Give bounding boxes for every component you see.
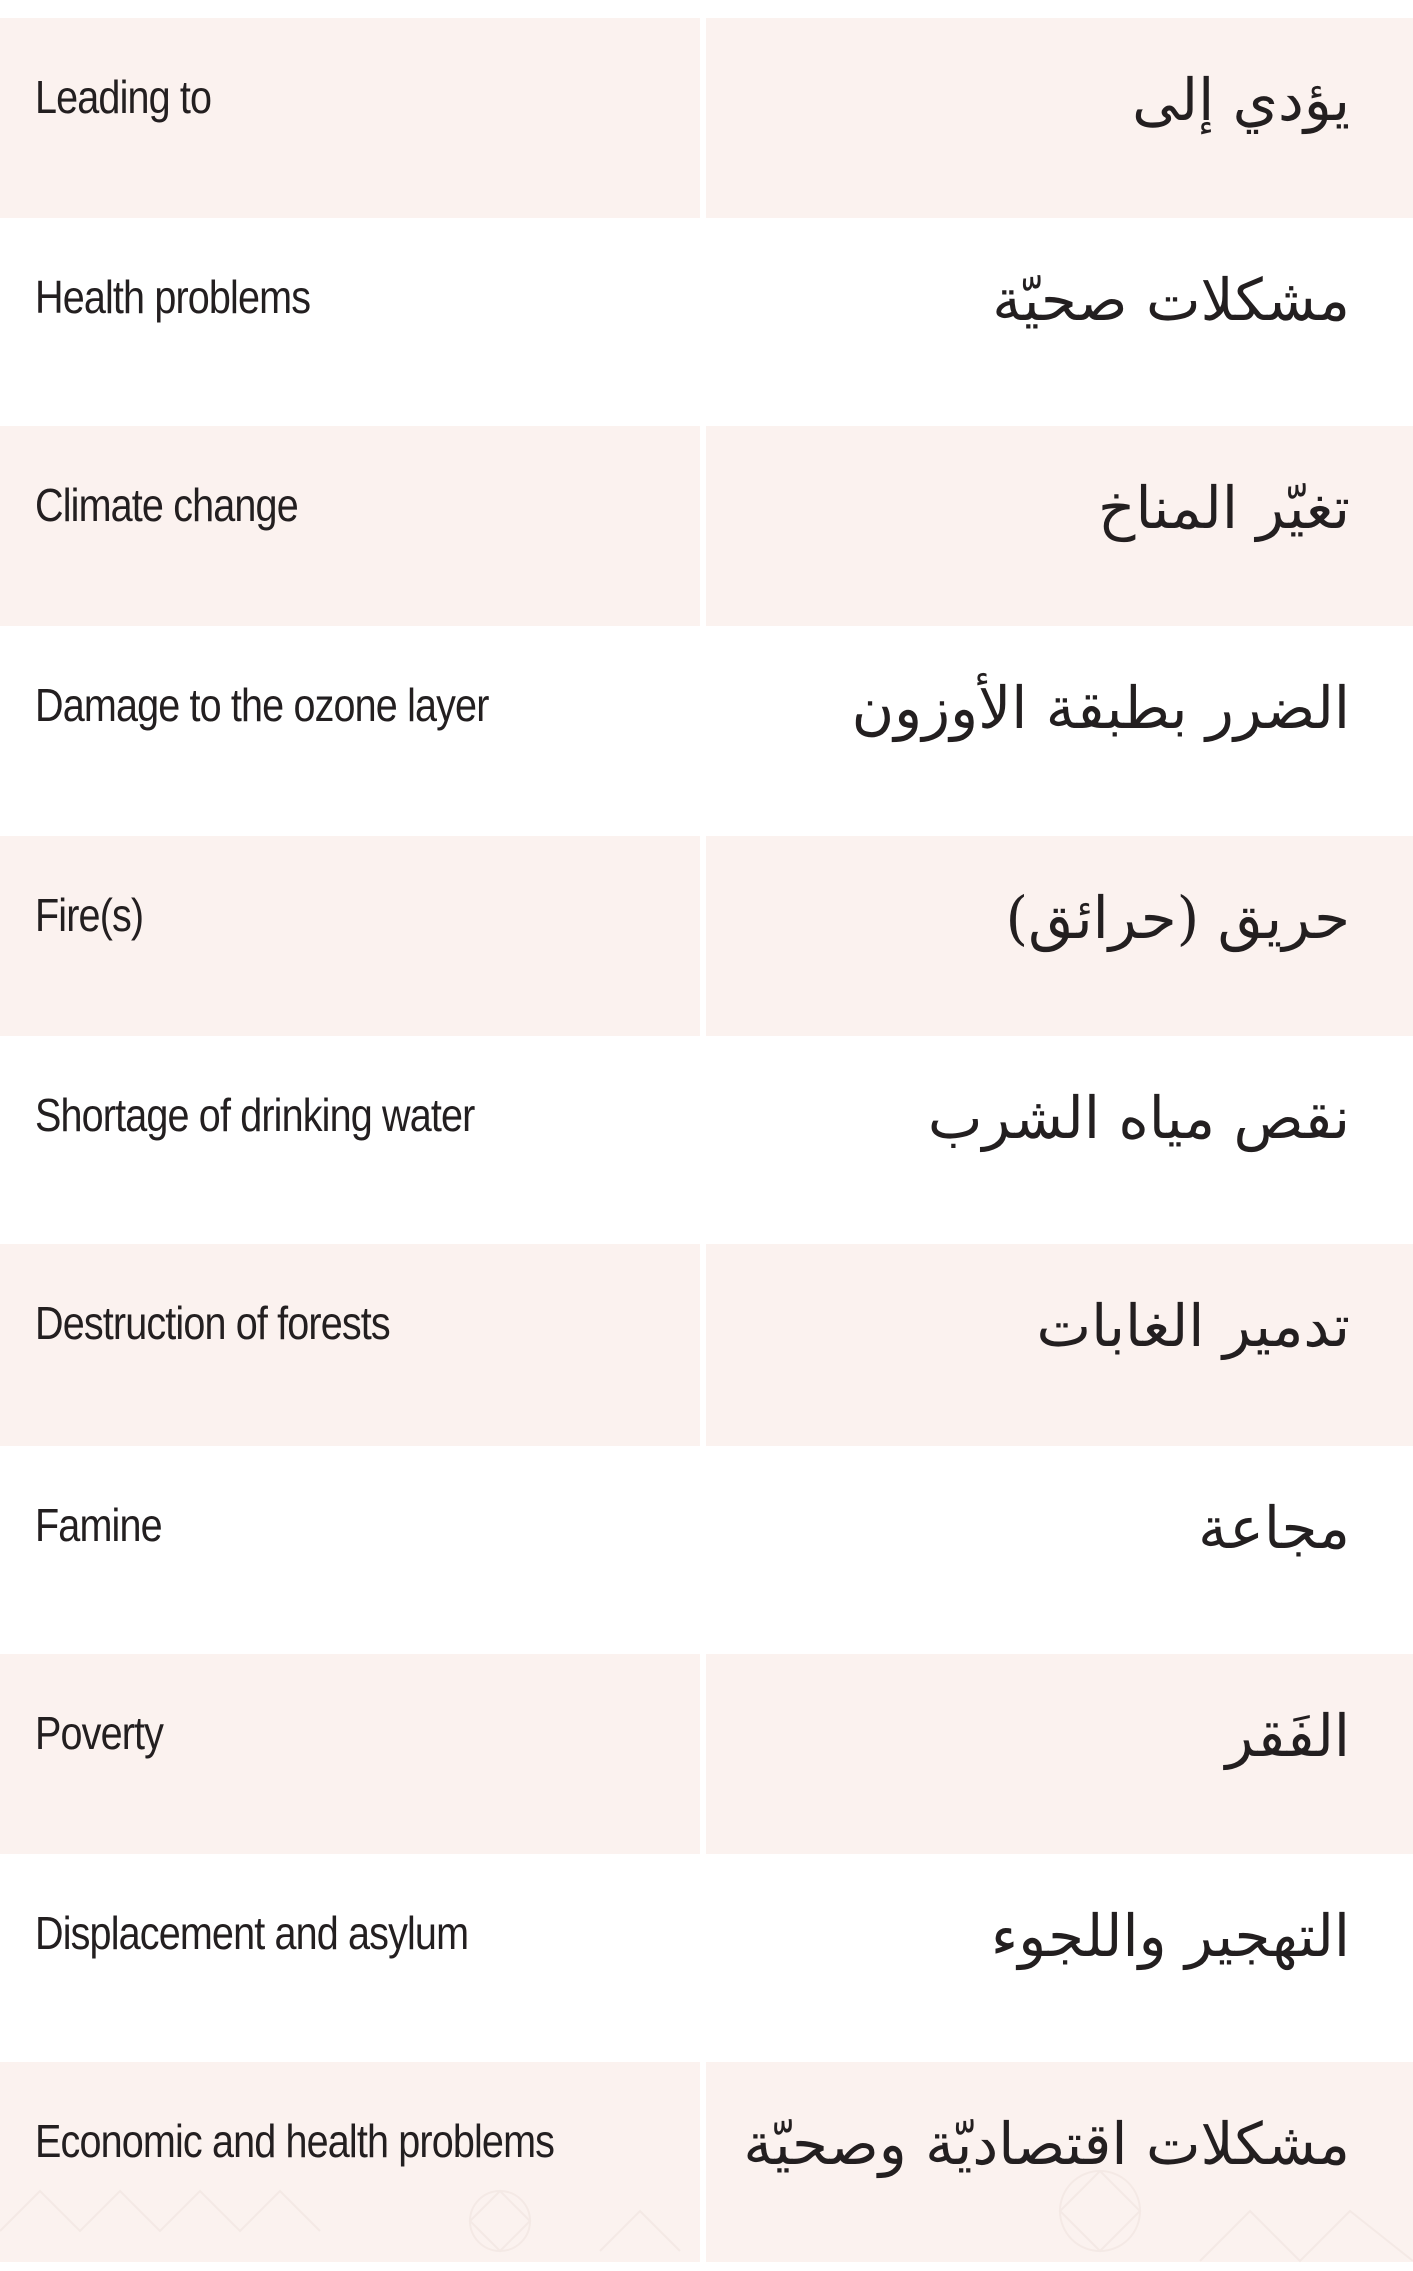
arabic-term: حريق (حرائق)	[1005, 884, 1350, 952]
vocab-row	[0, 1036, 1413, 1244]
vocab-row	[0, 626, 1413, 836]
top-margin	[0, 0, 1413, 18]
english-term: Economic and health problems	[35, 2115, 555, 2167]
arabic-term: مشكلات اقتصاديّة وصحيّة	[743, 2110, 1350, 2178]
vocab-row	[0, 1446, 1413, 1654]
vocab-row	[0, 1654, 1413, 1854]
vocab-row	[0, 426, 1413, 626]
vocab-row	[0, 836, 1413, 1036]
vocab-row	[0, 1854, 1413, 2062]
english-term: Poverty	[35, 1707, 164, 1759]
arabic-term: نقص مياه الشرب	[927, 1084, 1350, 1152]
english-term: Famine	[35, 1499, 162, 1551]
english-term: Destruction of forests	[35, 1297, 390, 1349]
arabic-term: التهجير واللجوء	[990, 1902, 1350, 1970]
english-term: Fire(s)	[35, 889, 144, 941]
english-term: Damage to the ozone layer	[35, 679, 489, 731]
english-term: Shortage of drinking water	[35, 1089, 475, 1141]
vocab-row	[0, 2062, 1413, 2262]
english-term: Health problems	[35, 271, 311, 323]
english-term: Climate change	[35, 479, 298, 531]
arabic-term: مشكلات صحيّة	[992, 266, 1350, 334]
vocab-row	[0, 218, 1413, 426]
vocab-row	[0, 18, 1413, 218]
arabic-term: تدمير الغابات	[1036, 1292, 1350, 1360]
vocab-row	[0, 1244, 1413, 1446]
arabic-term: الفَقر	[1225, 1702, 1350, 1770]
english-term: Displacement and asylum	[35, 1907, 469, 1959]
vocabulary-table	[0, 18, 1413, 2262]
arabic-term: مجاعة	[1198, 1494, 1350, 1562]
arabic-term: تغيّر المناخ	[1098, 474, 1350, 542]
arabic-term: الضرر بطبقة الأوزون	[851, 674, 1350, 742]
arabic-term: يؤدي إلى	[1132, 66, 1350, 134]
english-term: Leading to	[35, 71, 212, 123]
